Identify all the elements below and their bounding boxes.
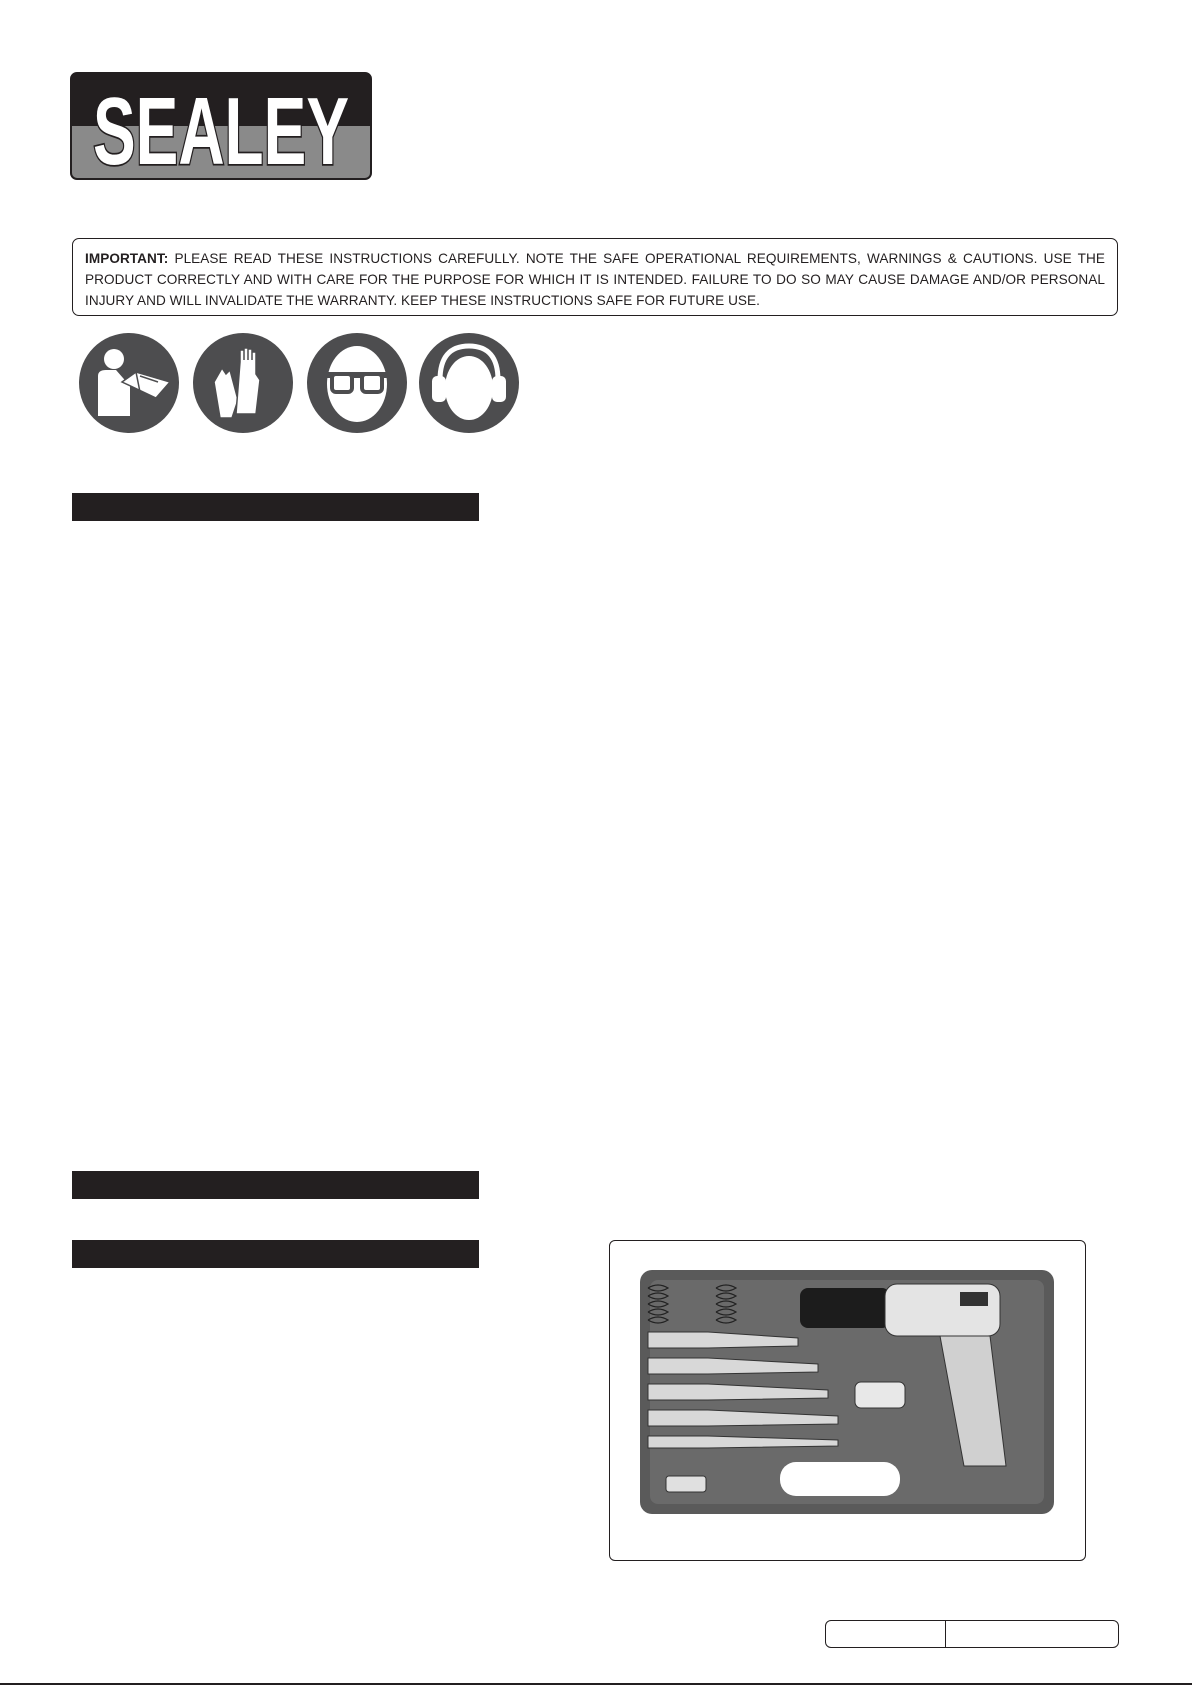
notice-text: PLEASE READ THESE INSTRUCTIONS CAREFULLY. NOTE THE SAFE OPERATIONAL REQUIREMENTS, WARNINGS & CAUTIONS. USE THE PRODUCT CORRECTLY AND WITH CARE FOR THE PURPOSE FOR WHICH IT IS INTENDED. FAILURE TO DO SO MAY CAUSE DAMAGE AND/OR PERSONAL INJURY AND WILL INVALIDATE THE WARRANTY. KEEP THESE INSTRUCTIONS SAFE FOR FUTURE USE. — [85, 251, 1105, 308]
wear-eye-protection-icon — [306, 332, 408, 434]
section-bar-3 — [72, 1240, 479, 1268]
reference-box-divider — [945, 1620, 946, 1648]
wear-gloves-icon — [192, 332, 294, 434]
read-manual-icon — [78, 332, 180, 434]
wear-ear-protection-icon — [418, 332, 520, 434]
reference-box — [825, 1620, 1119, 1648]
svg-text:SEALEY: SEALEY — [93, 78, 349, 185]
notice-label: IMPORTANT: — [85, 251, 169, 266]
section-bar-1 — [72, 493, 479, 521]
sealey-logo — [70, 72, 372, 185]
footer-rule — [0, 1683, 1192, 1685]
important-notice — [72, 238, 1118, 316]
section-bar-2 — [72, 1171, 479, 1199]
product-image — [640, 1270, 1054, 1514]
